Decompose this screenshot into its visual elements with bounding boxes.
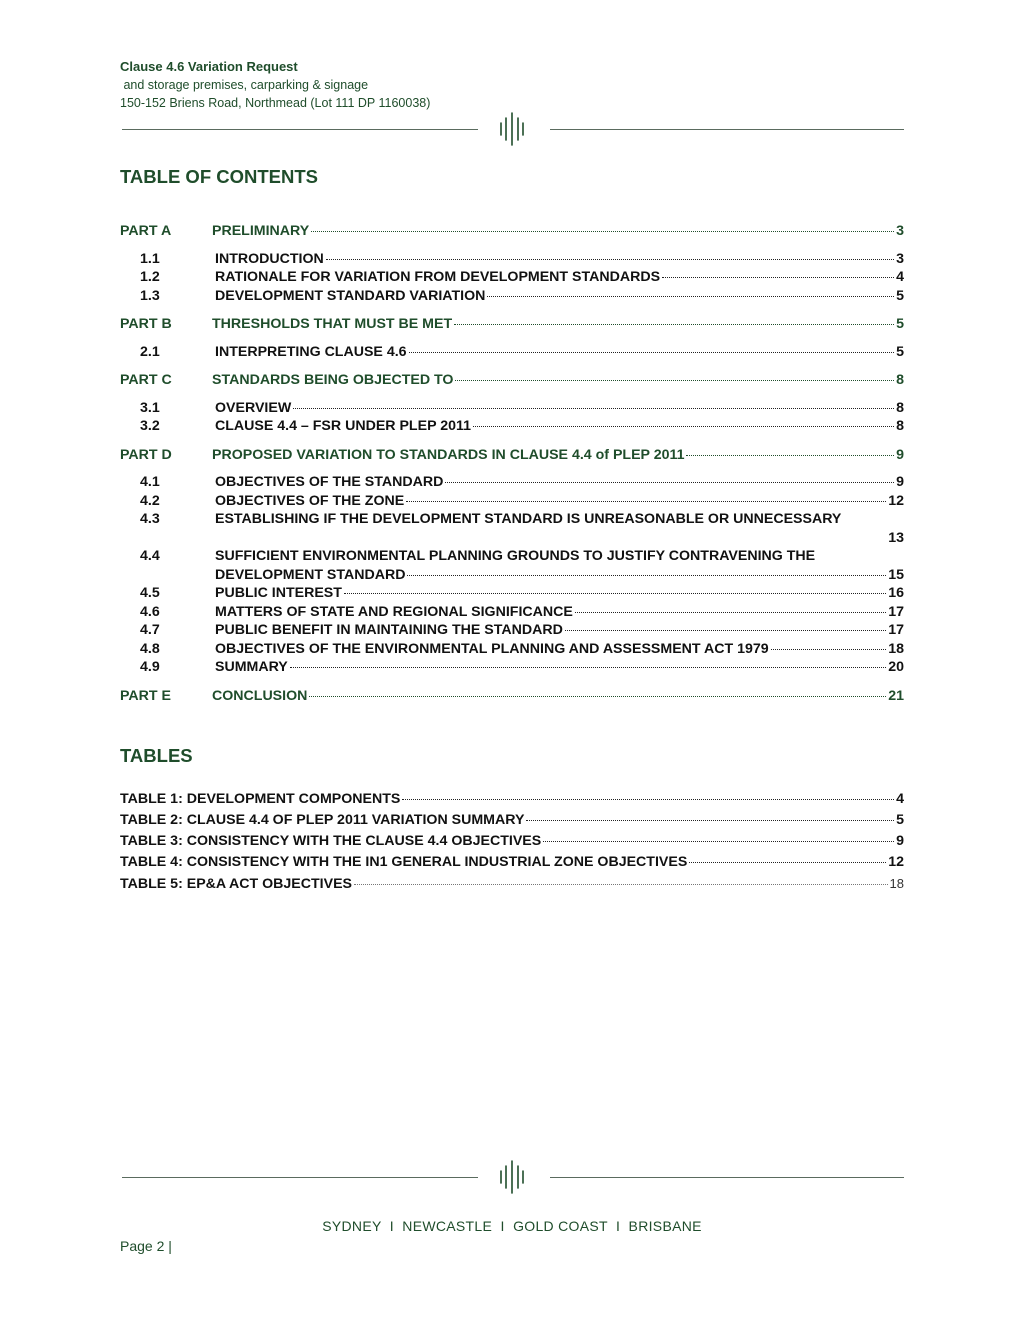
toc-item-1-2[interactable]: 1.2 RATIONALE FOR VARIATION FROM DEVELOPMENT STANDARDS 4 bbox=[140, 269, 904, 285]
toc-item-4-1[interactable]: 4.1 OBJECTIVES OF THE STANDARD 9 bbox=[140, 474, 904, 490]
footer-divider bbox=[122, 1167, 904, 1189]
toc-part-a[interactable]: PART A PRELIMINARY 3 bbox=[120, 223, 904, 239]
table-entry-3[interactable]: TABLE 3: CONSISTENCY WITH THE CLAUSE 4.4 OBJECTIVES 9 bbox=[120, 833, 904, 849]
toc-part-d[interactable]: PART D PROPOSED VARIATION TO STANDARDS IN CLAUSE 4.4 of PLEP 2011 9 bbox=[120, 446, 904, 463]
header-subtitle: and storage premises, carparking & signage bbox=[120, 78, 369, 92]
toc-item-2-1[interactable]: 2.1 INTERPRETING CLAUSE 4.6 5 bbox=[140, 343, 904, 360]
toc-item-3-2[interactable]: 3.2 CLAUSE 4.4 – FSR UNDER PLEP 2011 8 bbox=[140, 418, 904, 434]
document-header bbox=[120, 58, 430, 112]
toc-item-3-1[interactable]: 3.1 OVERVIEW 8 bbox=[140, 399, 904, 416]
logo-mark-icon bbox=[498, 111, 526, 147]
toc-item-4-2[interactable]: 4.2 OBJECTIVES OF THE ZONE 12 bbox=[140, 492, 904, 509]
toc-item-4-3[interactable]: 4.3 ESTABLISHING IF THE DEVELOPMENT STANDARD IS UNREASONABLE OR UNNECESSARY 13 bbox=[140, 511, 904, 546]
header-address: 150-152 Briens Road, Northmead (Lot 111 DP 1160038) bbox=[120, 96, 431, 110]
toc-part-e[interactable]: PART E CONCLUSION 21 bbox=[120, 687, 904, 704]
table-entry-2[interactable]: TABLE 2: CLAUSE 4.4 OF PLEP 2011 VARIATION SUMMARY 5 bbox=[120, 812, 904, 828]
toc-item-1-1[interactable]: 1.1 INTRODUCTION 3 bbox=[140, 250, 904, 267]
toc-part-c[interactable]: PART C STANDARDS BEING OBJECTED TO 8 bbox=[120, 372, 904, 388]
toc-item-4-9[interactable]: 4.9 SUMMARY 20 bbox=[140, 659, 904, 675]
page-number: Page 2 | bbox=[120, 1238, 172, 1254]
tables-heading: TABLES bbox=[120, 745, 193, 766]
toc-item-4-4[interactable]: 4.4 SUFFICIENT ENVIRONMENTAL PLANNING GROUNDS TO JUSTIFY CONTRAVENING THE DEVELOPMENT STANDARD 15 bbox=[140, 548, 904, 583]
toc-item-4-6[interactable]: 4.6 MATTERS OF STATE AND REGIONAL SIGNIFICANCE 17 bbox=[140, 603, 904, 620]
toc-item-4-7[interactable]: 4.7 PUBLIC BENEFIT IN MAINTAINING THE STANDARD 17 bbox=[140, 622, 904, 638]
header-title: Clause 4.6 Variation Request bbox=[120, 59, 298, 74]
toc-item-1-3[interactable]: 1.3 DEVELOPMENT STANDARD VARIATION 5 bbox=[140, 287, 904, 304]
logo-mark-icon bbox=[498, 1159, 526, 1195]
toc-heading: TABLE OF CONTENTS bbox=[120, 166, 319, 187]
header-divider bbox=[122, 119, 904, 141]
table-of-contents bbox=[120, 222, 904, 714]
list-of-tables bbox=[120, 789, 904, 894]
toc-item-4-8[interactable]: 4.8 OBJECTIVES OF THE ENVIRONMENTAL PLANNING AND ASSESSMENT ACT 1979 18 bbox=[140, 640, 904, 657]
toc-part-b[interactable]: PART B THRESHOLDS THAT MUST BE MET 5 bbox=[120, 316, 904, 332]
table-entry-1[interactable]: TABLE 1: DEVELOPMENT COMPONENTS 4 bbox=[120, 791, 904, 807]
table-entry-4[interactable]: TABLE 4: CONSISTENCY WITH THE IN1 GENERAL INDUSTRIAL ZONE OBJECTIVES 12 bbox=[120, 854, 904, 870]
table-entry-5[interactable]: TABLE 5: EP&A ACT OBJECTIVES 18 bbox=[120, 876, 904, 892]
footer-office-locations: SYDNEY I NEWCASTLE I GOLD COAST I BRISBANE bbox=[322, 1218, 702, 1234]
toc-item-4-5[interactable]: 4.5 PUBLIC INTEREST 16 bbox=[140, 585, 904, 601]
